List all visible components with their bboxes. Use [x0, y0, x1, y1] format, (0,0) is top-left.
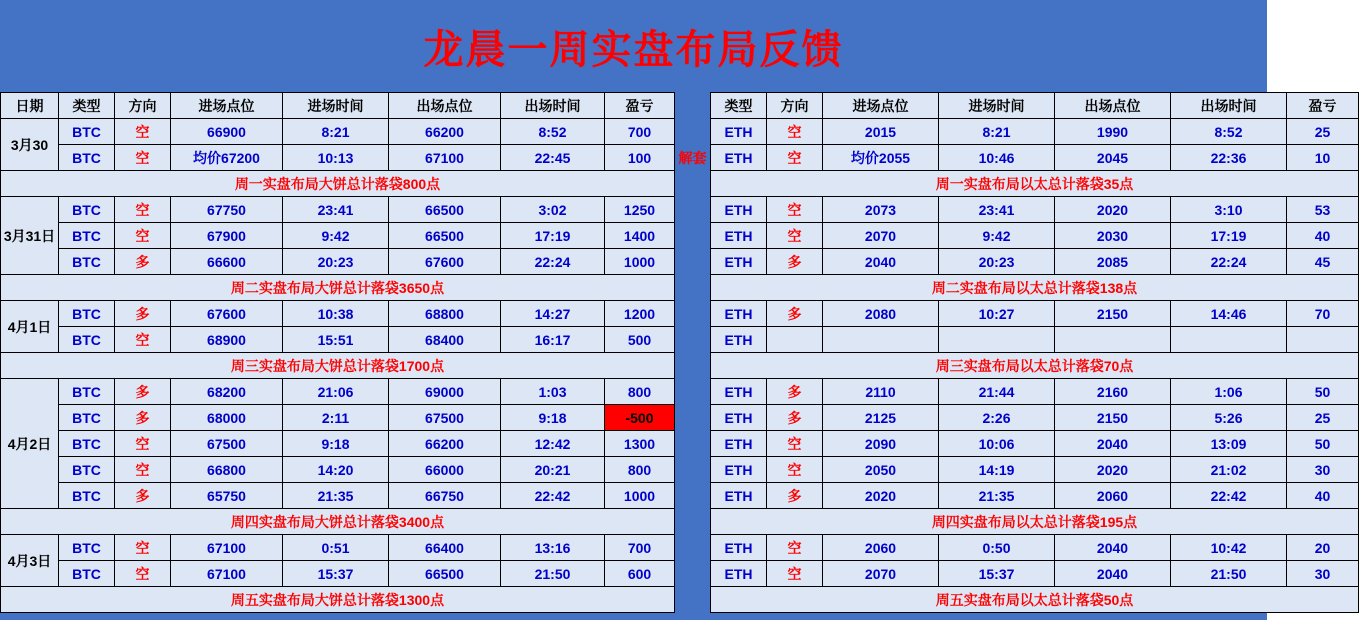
left-entry-price: 67100 — [171, 535, 283, 561]
left-pnl: 1200 — [605, 301, 675, 327]
left-entry-time: 20:23 — [283, 249, 389, 275]
left-exit-time: 1:03 — [501, 379, 605, 405]
table-row — [1, 457, 1359, 483]
left-pnl: 500 — [605, 327, 675, 353]
table-row — [1, 119, 1359, 145]
left-entry-time: 21:35 — [283, 483, 389, 509]
gutter-cell — [675, 119, 711, 145]
table-row — [1, 145, 1359, 171]
right-instrument: ETH — [711, 561, 767, 587]
column-header-right-0: 类型 — [711, 93, 767, 119]
right-direction: 多 — [767, 379, 823, 405]
left-entry-price: 68000 — [171, 405, 283, 431]
table-row — [1, 535, 1359, 561]
left-instrument: BTC — [59, 457, 115, 483]
left-instrument: BTC — [59, 561, 115, 587]
gutter-cell — [675, 457, 711, 483]
gutter-cell — [675, 587, 711, 613]
gutter-cell — [675, 223, 711, 249]
gutter-cell — [675, 483, 711, 509]
left-direction: 空 — [115, 457, 171, 483]
left-pnl: 1000 — [605, 249, 675, 275]
column-header-right-3: 进场时间 — [939, 93, 1055, 119]
gutter-cell — [675, 327, 711, 353]
right-instrument: ETH — [711, 223, 767, 249]
column-header-right-6: 盈亏 — [1287, 93, 1359, 119]
right-entry-time: 15:37 — [939, 561, 1055, 587]
left-direction: 多 — [115, 405, 171, 431]
right-direction: 空 — [767, 561, 823, 587]
left-direction: 空 — [115, 327, 171, 353]
left-pnl: 1400 — [605, 223, 675, 249]
left-exit-time: 3:02 — [501, 197, 605, 223]
left-direction: 空 — [115, 197, 171, 223]
left-instrument: BTC — [59, 431, 115, 457]
right-direction: 空 — [767, 457, 823, 483]
left-exit-time: 8:52 — [501, 119, 605, 145]
left-exit-price: 66400 — [389, 535, 501, 561]
right-exit-price: 1990 — [1055, 119, 1171, 145]
right-instrument: ETH — [711, 431, 767, 457]
left-pnl: 700 — [605, 119, 675, 145]
left-exit-price: 68800 — [389, 301, 501, 327]
right-exit-time: 22:24 — [1171, 249, 1287, 275]
left-direction: 空 — [115, 561, 171, 587]
summary-row — [1, 171, 1359, 197]
gutter-cell — [675, 353, 711, 379]
left-summary: 周一实盘布局大饼总计落袋800点 — [1, 171, 675, 197]
left-instrument: BTC — [59, 119, 115, 145]
right-exit-price: 2160 — [1055, 379, 1171, 405]
right-entry-price: 2040 — [823, 249, 939, 275]
left-exit-price: 68400 — [389, 327, 501, 353]
right-direction: 空 — [767, 431, 823, 457]
left-direction: 多 — [115, 379, 171, 405]
right-exit-price: 2150 — [1055, 405, 1171, 431]
gutter-cell — [675, 93, 711, 119]
left-exit-time: 14:27 — [501, 301, 605, 327]
column-header-left-1: 类型 — [59, 93, 115, 119]
right-entry-time: 20:23 — [939, 249, 1055, 275]
table-row — [1, 301, 1359, 327]
left-entry-price: 67900 — [171, 223, 283, 249]
right-pnl: 45 — [1287, 249, 1359, 275]
left-entry-price: 66600 — [171, 249, 283, 275]
right-exit-time: 21:50 — [1171, 561, 1287, 587]
left-entry-price: 67600 — [171, 301, 283, 327]
right-pnl: 30 — [1287, 457, 1359, 483]
left-entry-time: 0:51 — [283, 535, 389, 561]
left-entry-time: 10:13 — [283, 145, 389, 171]
right-entry-price: 2090 — [823, 431, 939, 457]
left-direction: 空 — [115, 431, 171, 457]
right-pnl: 70 — [1287, 301, 1359, 327]
right-exit-time: 21:02 — [1171, 457, 1287, 483]
table-row — [1, 223, 1359, 249]
right-exit-price: 2040 — [1055, 535, 1171, 561]
column-header-left-3: 进场点位 — [171, 93, 283, 119]
right-exit-time: 3:10 — [1171, 197, 1287, 223]
right-summary: 周二实盘布局以太总计落袋138点 — [711, 275, 1359, 301]
date-cell: 3月30 — [1, 119, 59, 171]
right-exit-time: 10:42 — [1171, 535, 1287, 561]
right-exit-price: 2045 — [1055, 145, 1171, 171]
right-entry-price: 2080 — [823, 301, 939, 327]
right-pnl: 50 — [1287, 431, 1359, 457]
right-pnl: 10 — [1287, 145, 1359, 171]
right-instrument: ETH — [711, 119, 767, 145]
left-entry-price: 67500 — [171, 431, 283, 457]
right-exit-time: 17:19 — [1171, 223, 1287, 249]
left-summary: 周四实盘布局大饼总计落袋3400点 — [1, 509, 675, 535]
right-entry-price: 2110 — [823, 379, 939, 405]
left-entry-time: 23:41 — [283, 197, 389, 223]
left-entry-price: 68200 — [171, 379, 283, 405]
date-cell: 3月31日 — [1, 197, 59, 275]
right-direction — [767, 327, 823, 353]
right-entry-time: 23:41 — [939, 197, 1055, 223]
right-instrument: ETH — [711, 379, 767, 405]
right-entry-price: 2015 — [823, 119, 939, 145]
column-header-left-0: 日期 — [1, 93, 59, 119]
right-direction: 多 — [767, 483, 823, 509]
right-entry-time: 2:26 — [939, 405, 1055, 431]
right-entry-price: 2125 — [823, 405, 939, 431]
left-direction: 多 — [115, 249, 171, 275]
left-pnl: 800 — [605, 457, 675, 483]
left-entry-price: 66900 — [171, 119, 283, 145]
right-entry-time: 8:21 — [939, 119, 1055, 145]
right-direction: 空 — [767, 223, 823, 249]
left-entry-price: 均价67200 — [171, 145, 283, 171]
left-exit-time: 22:42 — [501, 483, 605, 509]
gutter-cell — [675, 405, 711, 431]
table-header-row — [1, 93, 1359, 119]
left-exit-price: 67100 — [389, 145, 501, 171]
right-direction: 空 — [767, 119, 823, 145]
right-exit-price: 2020 — [1055, 457, 1171, 483]
left-direction: 空 — [115, 223, 171, 249]
summary-row — [1, 275, 1359, 301]
right-entry-price: 2060 — [823, 535, 939, 561]
column-header-left-2: 方向 — [115, 93, 171, 119]
column-header-right-5: 出场时间 — [1171, 93, 1287, 119]
left-exit-price: 67500 — [389, 405, 501, 431]
date-cell: 4月1日 — [1, 301, 59, 353]
table-row — [1, 379, 1359, 405]
left-entry-price: 68900 — [171, 327, 283, 353]
table-row — [1, 561, 1359, 587]
left-exit-price: 66000 — [389, 457, 501, 483]
right-exit-price: 2085 — [1055, 249, 1171, 275]
left-summary: 周二实盘布局大饼总计落袋3650点 — [1, 275, 675, 301]
left-instrument: BTC — [59, 301, 115, 327]
right-instrument: ETH — [711, 301, 767, 327]
gutter-cell — [675, 509, 711, 535]
left-exit-price: 66750 — [389, 483, 501, 509]
gutter-cell — [675, 379, 711, 405]
right-exit-price: 2060 — [1055, 483, 1171, 509]
right-pnl: 30 — [1287, 561, 1359, 587]
gutter-cell — [675, 431, 711, 457]
title-bar — [0, 0, 1267, 92]
trade-log-table — [0, 92, 1359, 613]
table-row — [1, 327, 1359, 353]
left-entry-price: 65750 — [171, 483, 283, 509]
right-entry-time: 10:27 — [939, 301, 1055, 327]
right-pnl — [1287, 327, 1359, 353]
right-pnl: 40 — [1287, 223, 1359, 249]
right-summary: 周三实盘布局以太总计落袋70点 — [711, 353, 1359, 379]
right-summary: 周四实盘布局以太总计落袋195点 — [711, 509, 1359, 535]
right-instrument: ETH — [711, 535, 767, 561]
right-entry-price: 2050 — [823, 457, 939, 483]
left-exit-time: 12:42 — [501, 431, 605, 457]
left-exit-time: 9:18 — [501, 405, 605, 431]
right-entry-price: 2070 — [823, 561, 939, 587]
gutter-cell — [675, 561, 711, 587]
right-pnl: 40 — [1287, 483, 1359, 509]
left-pnl: 100 — [605, 145, 675, 171]
left-instrument: BTC — [59, 145, 115, 171]
left-pnl: 700 — [605, 535, 675, 561]
left-entry-time: 14:20 — [283, 457, 389, 483]
right-entry-time — [939, 327, 1055, 353]
left-direction: 空 — [115, 145, 171, 171]
left-entry-price: 67100 — [171, 561, 283, 587]
table-row — [1, 405, 1359, 431]
right-direction: 空 — [767, 535, 823, 561]
left-entry-time: 15:37 — [283, 561, 389, 587]
gutter-cell — [675, 171, 711, 197]
left-exit-price: 69000 — [389, 379, 501, 405]
left-instrument: BTC — [59, 197, 115, 223]
left-exit-price: 66200 — [389, 119, 501, 145]
left-summary: 周五实盘布局大饼总计落袋1300点 — [1, 587, 675, 613]
left-direction: 多 — [115, 301, 171, 327]
left-entry-time: 8:21 — [283, 119, 389, 145]
left-exit-price: 66200 — [389, 431, 501, 457]
table-row — [1, 249, 1359, 275]
right-exit-time: 5:26 — [1171, 405, 1287, 431]
left-direction: 空 — [115, 535, 171, 561]
right-exit-time — [1171, 327, 1287, 353]
left-exit-price: 67600 — [389, 249, 501, 275]
left-direction: 多 — [115, 483, 171, 509]
right-instrument: ETH — [711, 483, 767, 509]
right-exit-price: 2150 — [1055, 301, 1171, 327]
right-pnl: 25 — [1287, 119, 1359, 145]
left-instrument: BTC — [59, 249, 115, 275]
right-entry-time: 0:50 — [939, 535, 1055, 561]
left-exit-time: 16:17 — [501, 327, 605, 353]
left-exit-price: 66500 — [389, 197, 501, 223]
left-exit-time: 21:50 — [501, 561, 605, 587]
right-entry-price: 2073 — [823, 197, 939, 223]
left-entry-time: 2:11 — [283, 405, 389, 431]
right-instrument: ETH — [711, 457, 767, 483]
gutter-cell — [675, 249, 711, 275]
left-entry-price: 66800 — [171, 457, 283, 483]
right-exit-time: 14:46 — [1171, 301, 1287, 327]
right-exit-price: 2040 — [1055, 561, 1171, 587]
right-direction: 空 — [767, 197, 823, 223]
right-summary: 周五实盘布局以太总计落袋50点 — [711, 587, 1359, 613]
summary-row — [1, 587, 1359, 613]
left-entry-time: 15:51 — [283, 327, 389, 353]
column-header-left-6: 出场时间 — [501, 93, 605, 119]
right-pnl: 20 — [1287, 535, 1359, 561]
summary-row — [1, 353, 1359, 379]
left-entry-price: 67750 — [171, 197, 283, 223]
left-instrument: BTC — [59, 379, 115, 405]
column-header-left-4: 进场时间 — [283, 93, 389, 119]
right-exit-time: 8:52 — [1171, 119, 1287, 145]
left-pnl: 600 — [605, 561, 675, 587]
right-entry-time: 14:19 — [939, 457, 1055, 483]
left-direction: 空 — [115, 119, 171, 145]
left-pnl: 1300 — [605, 431, 675, 457]
right-direction: 多 — [767, 301, 823, 327]
left-instrument: BTC — [59, 483, 115, 509]
left-instrument: BTC — [59, 327, 115, 353]
left-pnl: 1000 — [605, 483, 675, 509]
column-header-right-1: 方向 — [767, 93, 823, 119]
left-exit-time: 20:21 — [501, 457, 605, 483]
column-header-right-2: 进场点位 — [823, 93, 939, 119]
left-pnl: 1250 — [605, 197, 675, 223]
right-pnl: 50 — [1287, 379, 1359, 405]
right-pnl: 53 — [1287, 197, 1359, 223]
gutter-cell — [675, 301, 711, 327]
right-exit-time: 22:42 — [1171, 483, 1287, 509]
gutter-cell — [675, 197, 711, 223]
date-cell: 4月3日 — [1, 535, 59, 587]
left-exit-time: 13:16 — [501, 535, 605, 561]
left-summary: 周三实盘布局大饼总计落袋1700点 — [1, 353, 675, 379]
left-instrument: BTC — [59, 535, 115, 561]
left-exit-time: 22:24 — [501, 249, 605, 275]
left-exit-time: 17:19 — [501, 223, 605, 249]
right-exit-price: 2030 — [1055, 223, 1171, 249]
page-title: 龙晨一周实盘布局反馈 — [423, 26, 844, 72]
column-header-left-5: 出场点位 — [389, 93, 501, 119]
right-exit-price — [1055, 327, 1171, 353]
right-summary: 周一实盘布局以太总计落袋35点 — [711, 171, 1359, 197]
right-direction: 空 — [767, 145, 823, 171]
right-instrument: ETH — [711, 249, 767, 275]
table-row — [1, 483, 1359, 509]
right-entry-price: 2020 — [823, 483, 939, 509]
right-direction: 多 — [767, 249, 823, 275]
right-entry-time: 21:35 — [939, 483, 1055, 509]
right-exit-time: 22:36 — [1171, 145, 1287, 171]
date-cell: 4月2日 — [1, 379, 59, 509]
column-header-right-4: 出场点位 — [1055, 93, 1171, 119]
right-exit-price: 2040 — [1055, 431, 1171, 457]
right-exit-price: 2020 — [1055, 197, 1171, 223]
table-row — [1, 431, 1359, 457]
right-pnl: 25 — [1287, 405, 1359, 431]
left-instrument: BTC — [59, 223, 115, 249]
gutter-cell — [675, 275, 711, 301]
left-entry-time: 9:18 — [283, 431, 389, 457]
right-entry-price: 2070 — [823, 223, 939, 249]
left-entry-time: 21:06 — [283, 379, 389, 405]
column-header-left-7: 盈亏 — [605, 93, 675, 119]
left-entry-time: 9:42 — [283, 223, 389, 249]
left-entry-time: 10:38 — [283, 301, 389, 327]
gutter-cell — [675, 535, 711, 561]
right-instrument: ETH — [711, 145, 767, 171]
right-instrument: ETH — [711, 405, 767, 431]
left-pnl: -500 — [605, 405, 675, 431]
left-instrument: BTC — [59, 405, 115, 431]
right-exit-time: 13:09 — [1171, 431, 1287, 457]
right-entry-time: 9:42 — [939, 223, 1055, 249]
summary-row — [1, 509, 1359, 535]
right-exit-time: 1:06 — [1171, 379, 1287, 405]
right-instrument: ETH — [711, 327, 767, 353]
right-entry-time: 10:46 — [939, 145, 1055, 171]
left-exit-time: 22:45 — [501, 145, 605, 171]
right-direction: 多 — [767, 405, 823, 431]
right-entry-time: 10:06 — [939, 431, 1055, 457]
right-entry-price: 均价2055 — [823, 145, 939, 171]
right-instrument: ETH — [711, 197, 767, 223]
left-exit-price: 66500 — [389, 561, 501, 587]
left-pnl: 800 — [605, 379, 675, 405]
right-entry-time: 21:44 — [939, 379, 1055, 405]
table-row — [1, 197, 1359, 223]
left-exit-price: 66500 — [389, 223, 501, 249]
right-entry-price — [823, 327, 939, 353]
gutter-label: 解套 — [675, 145, 711, 171]
